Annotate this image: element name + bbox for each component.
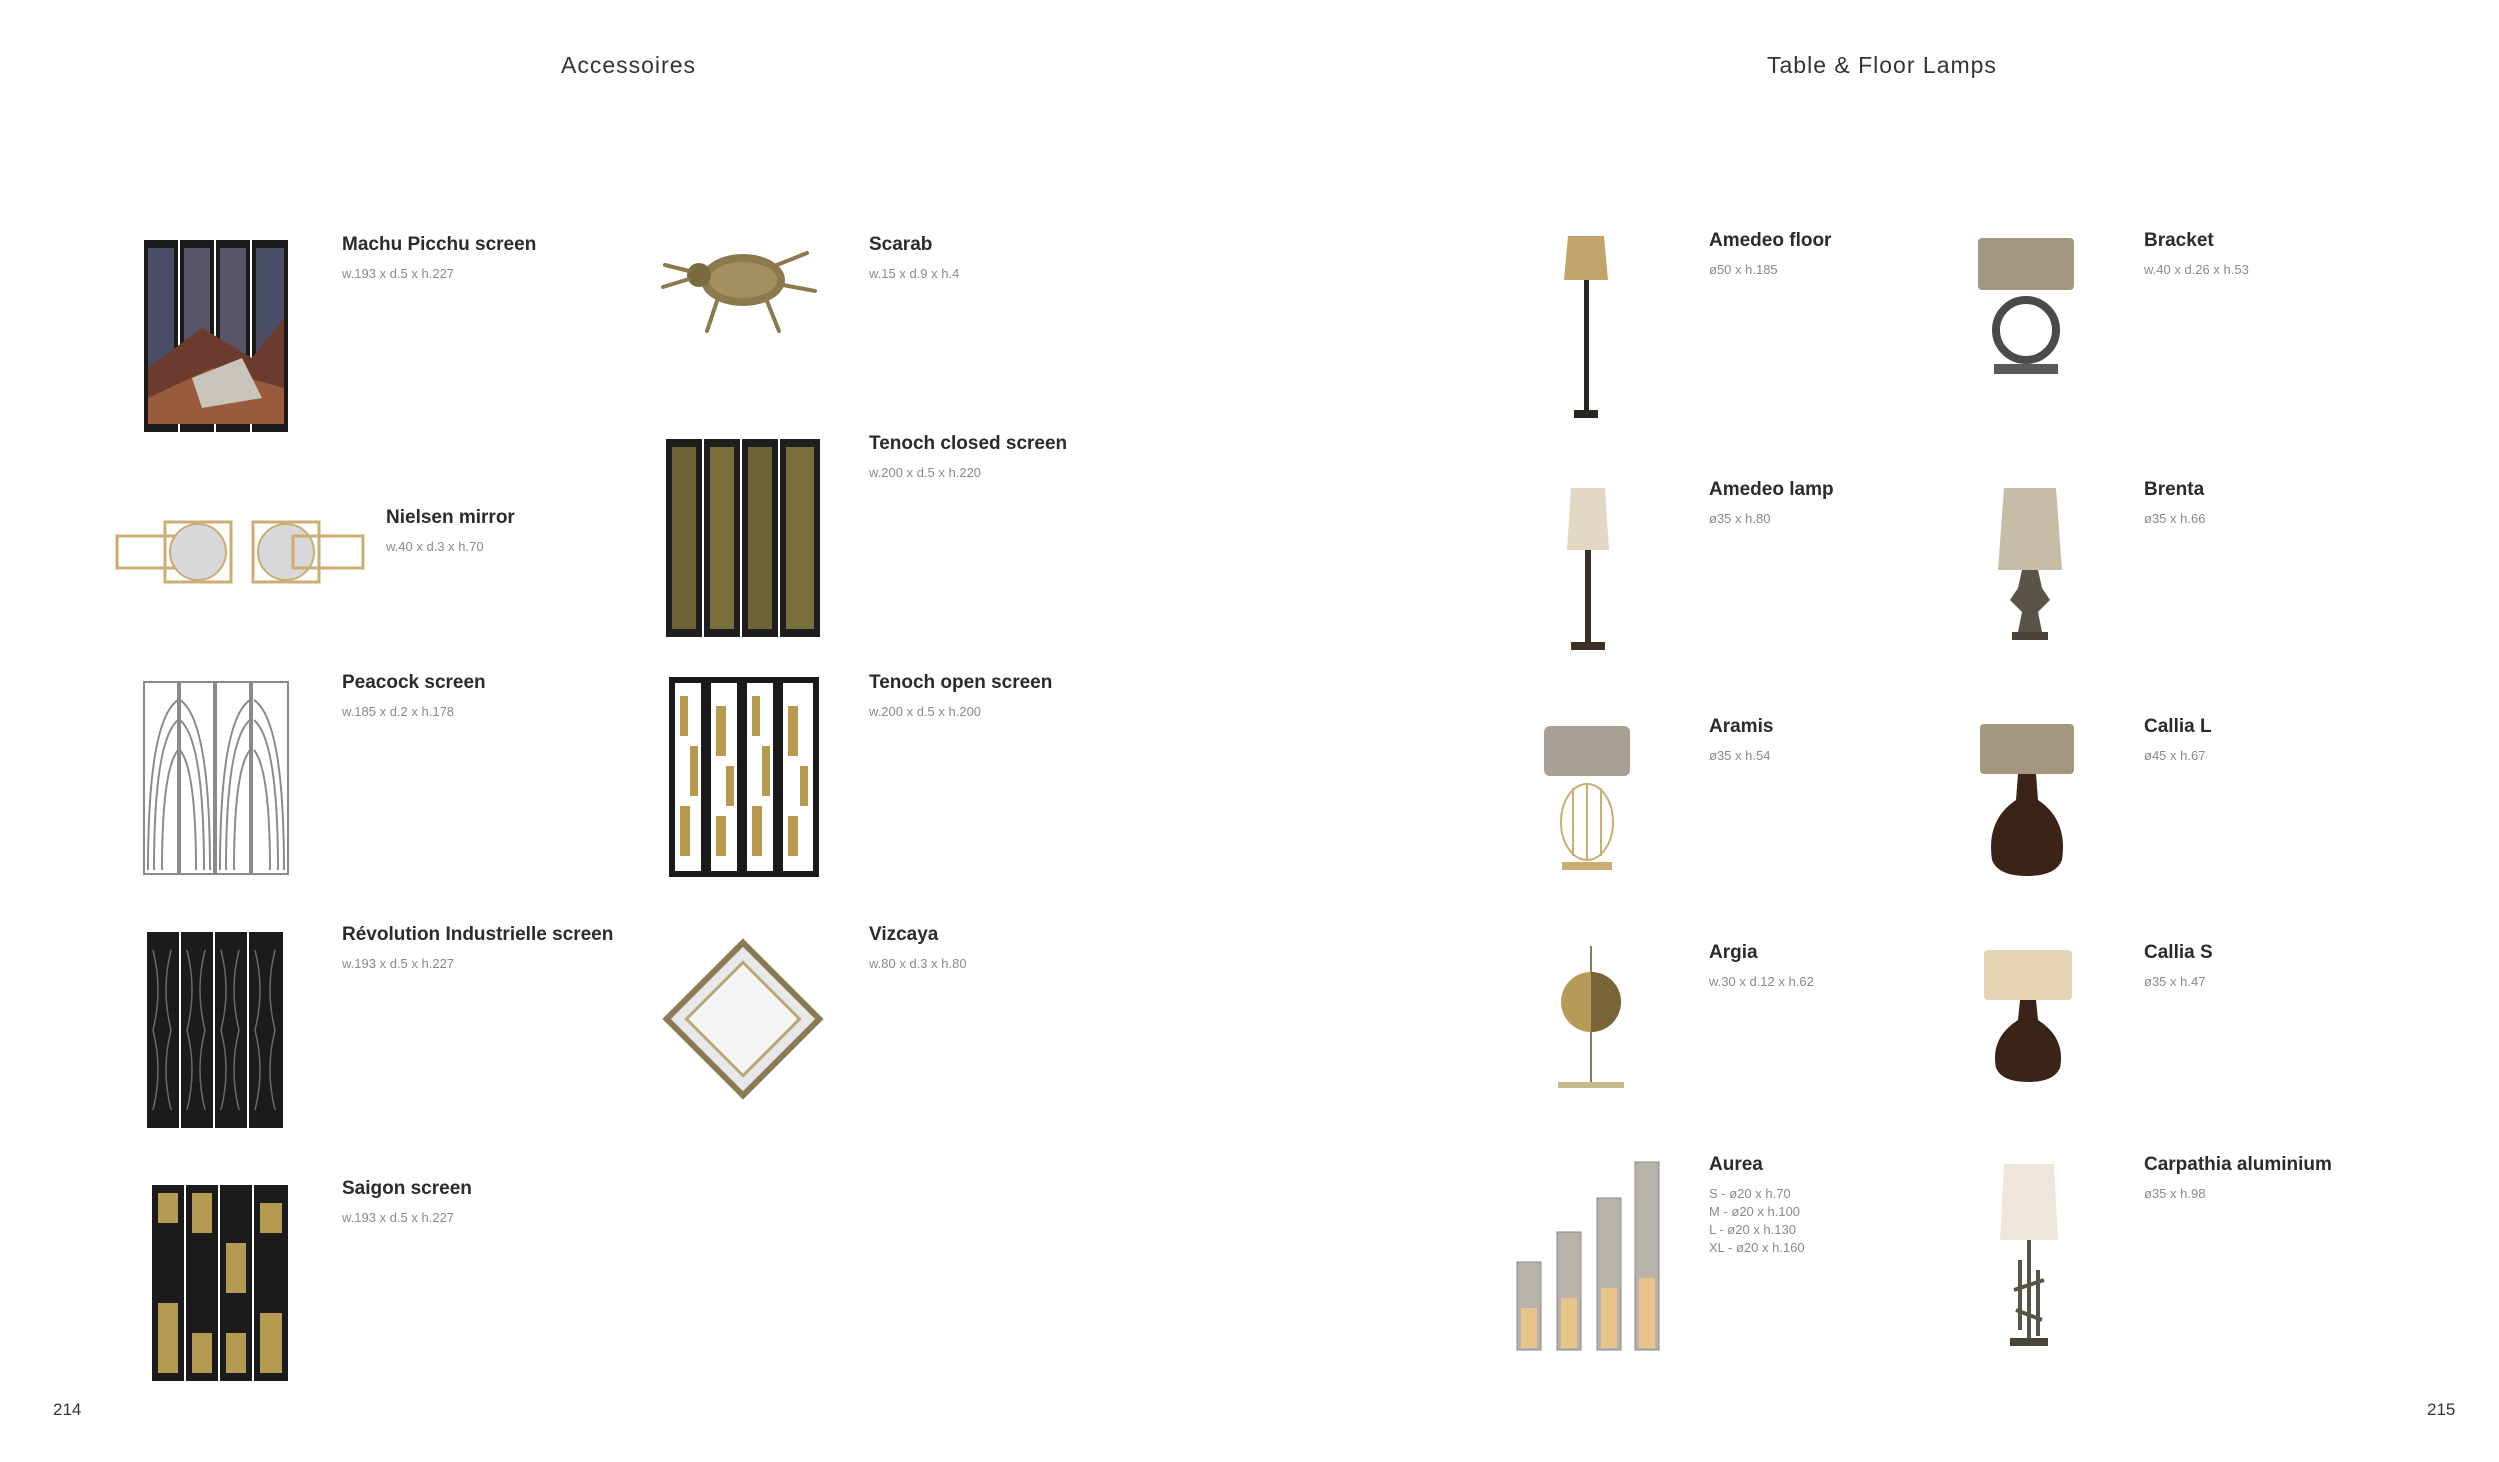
page-title-accessoires: Accessoires xyxy=(561,52,696,78)
product-dimensions: w.40 x d.3 x h.70 xyxy=(386,539,484,554)
product-name: Bracket xyxy=(2144,230,2214,251)
product-dimensions: ø35 x h.80 xyxy=(1709,511,1771,526)
product-name: Aramis xyxy=(1709,716,1774,737)
screen-icon xyxy=(664,437,822,639)
product-name: Saigon screen xyxy=(342,1178,472,1199)
product-dimensions: w.185 x d.2 x h.178 xyxy=(342,704,455,719)
product-name: Carpathia aluminium xyxy=(2144,1154,2332,1175)
screen-icon xyxy=(142,680,292,876)
table-lamp-icon xyxy=(1994,1160,2064,1350)
product-dimensions: ø35 x h.66 xyxy=(2144,511,2206,526)
table-lamp-icon xyxy=(1540,722,1634,876)
product-dimensions: ø35 x h.47 xyxy=(2144,974,2206,989)
product-dimensions: ø50 x h.185 xyxy=(1709,262,1778,277)
product-name: Tenoch closed screen xyxy=(869,433,1068,454)
product-dimensions: S - ø20 x h.70 M - ø20 x h.100 L - ø20 x h.130 XL - ø20 x h.160 xyxy=(1709,1186,1805,1255)
screen-icon xyxy=(145,930,285,1130)
product-dimensions: ø35 x h.54 xyxy=(1709,748,1771,763)
screen-icon xyxy=(668,676,820,878)
product-dimensions: ø45 x h.67 xyxy=(2144,748,2206,763)
product-name: Vizcaya xyxy=(869,924,939,945)
mirror-icon xyxy=(115,518,365,586)
product-name: Amedeo lamp xyxy=(1709,479,1834,500)
product-name: Amedeo floor xyxy=(1709,230,1832,251)
product-dimensions: w.193 x d.5 x h.227 xyxy=(342,266,455,281)
mirror-icon xyxy=(656,932,830,1106)
product-name: Révolution Industrielle screen xyxy=(342,924,614,945)
product-name: Peacock screen xyxy=(342,672,486,693)
product-name: Aurea xyxy=(1709,1154,1763,1175)
table-lamp-icon xyxy=(1976,720,2078,878)
product-dimensions: w.80 x d.3 x h.80 xyxy=(869,956,967,971)
table-lamp-icon xyxy=(1561,484,1615,656)
table-lamp-icon xyxy=(1992,484,2068,648)
product-dimensions: w.193 x d.5 x h.227 xyxy=(342,956,455,971)
product-dimensions: w.193 x d.5 x h.227 xyxy=(342,1210,455,1225)
screen-icon xyxy=(150,1183,290,1383)
floor-lamp-icon xyxy=(1558,232,1614,422)
product-dimensions: w.30 x d.12 x h.62 xyxy=(1709,974,1814,989)
lantern-icon xyxy=(1513,1158,1663,1354)
product-name: Argia xyxy=(1709,942,1758,963)
product-name: Callia L xyxy=(2144,716,2212,737)
product-dimensions: ø35 x h.98 xyxy=(2144,1186,2206,1201)
page-number-left: 214 xyxy=(53,1400,82,1419)
product-name: Brenta xyxy=(2144,479,2205,500)
product-name: Machu Picchu screen xyxy=(342,234,537,255)
table-lamp-icon xyxy=(1554,944,1628,1092)
table-lamp-icon xyxy=(1974,234,2078,382)
product-dimensions: w.40 x d.26 x h.53 xyxy=(2144,262,2249,277)
page-number-right: 215 xyxy=(2427,1400,2456,1419)
screen-icon xyxy=(142,238,292,434)
product-name: Callia S xyxy=(2144,942,2213,963)
page-title-table-floor-lamps: Table & Floor Lamps xyxy=(1767,52,1997,78)
product-dimensions: w.200 x d.5 x h.200 xyxy=(869,704,982,719)
scarab-icon xyxy=(657,235,819,337)
product-name: Tenoch open screen xyxy=(869,672,1053,693)
product-name: Scarab xyxy=(869,234,933,255)
table-lamp-icon xyxy=(1980,946,2076,1084)
product-dimensions: w.200 x d.5 x h.220 xyxy=(869,465,982,480)
product-dimensions: w.15 x d.9 x h.4 xyxy=(869,266,960,281)
product-name: Nielsen mirror xyxy=(386,507,515,528)
